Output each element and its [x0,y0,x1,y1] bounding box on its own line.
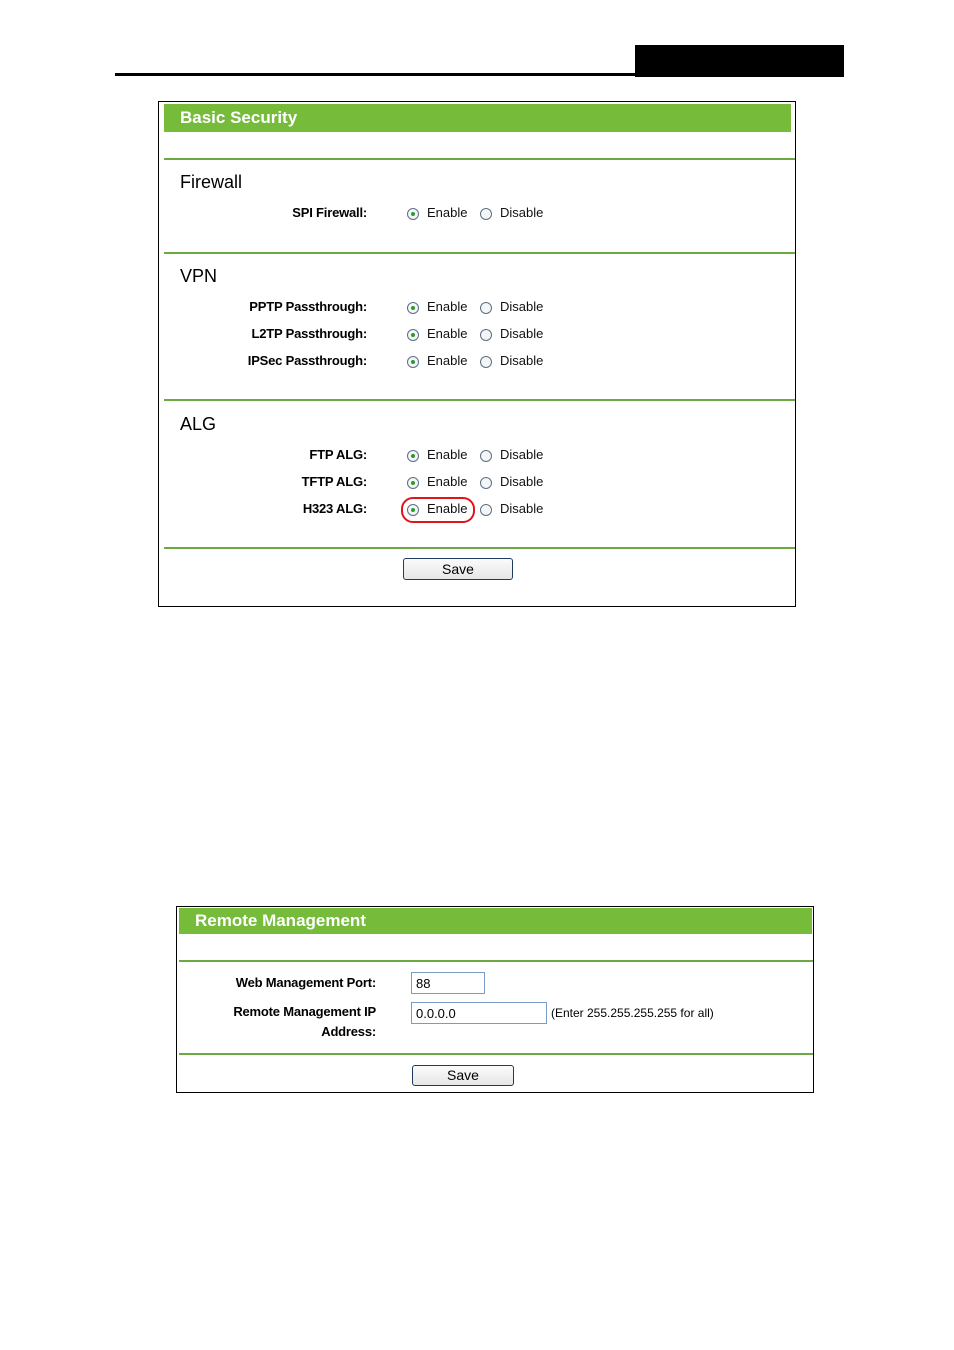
remote-management-ip-input[interactable] [411,1002,547,1024]
spi-firewall-disable-radio[interactable] [480,208,492,220]
h323-alg-disable-radio[interactable] [480,504,492,516]
header-black-block [635,45,844,77]
disable-option-label: Disable [500,501,544,516]
disable-option-label: Disable [500,299,544,314]
ftp-alg-disable-radio[interactable] [480,450,492,462]
save-button[interactable]: Save [403,558,513,580]
tftp-alg-disable-radio[interactable] [480,477,492,489]
enable-option-label: Enable [427,353,468,368]
tftp-alg-enable-radio[interactable] [407,477,419,489]
save-button[interactable]: Save [412,1065,514,1086]
l2tp-passthrough-label: L2TP Passthrough: [251,326,367,341]
row-spi-firewall [159,203,795,223]
enable-option-label: Enable [427,326,468,341]
row-h323-alg [159,499,795,519]
row-pptp-passthrough [159,297,795,317]
row-ipsec-passthrough [159,351,795,371]
pptp-enable-radio[interactable] [407,302,419,314]
remote-management-ip-label: Remote Management IP Address: [233,1004,376,1039]
ipsec-passthrough-label: IPSec Passthrough: [247,353,367,368]
divider [179,960,813,962]
divider [179,1053,813,1055]
h323-alg-label: H323 ALG: [302,501,367,516]
ipsec-enable-radio[interactable] [407,356,419,368]
divider [164,252,795,254]
h323-alg-enable-radio[interactable] [407,504,419,516]
row-ftp-alg [159,445,795,465]
enable-option-label: Enable [427,205,468,220]
spi-firewall-label: SPI Firewall: [292,205,367,220]
web-management-port-label: Web Management Port: [235,975,376,990]
pptp-passthrough-label: PPTP Passthrough: [249,299,367,314]
ipsec-disable-radio[interactable] [480,356,492,368]
l2tp-disable-radio[interactable] [480,329,492,341]
disable-option-label: Disable [500,205,544,220]
panel-title-remote-management: Remote Management [179,908,812,934]
pptp-disable-radio[interactable] [480,302,492,314]
divider [164,399,795,401]
l2tp-enable-radio[interactable] [407,329,419,341]
disable-option-label: Disable [500,474,544,489]
row-web-management-port [177,973,813,993]
ftp-alg-label: FTP ALG: [309,447,367,462]
tftp-alg-label: TFTP ALG: [301,474,367,489]
web-management-port-input[interactable] [411,972,485,994]
spi-firewall-enable-radio[interactable] [407,208,419,220]
section-title-alg: ALG [180,414,217,434]
section-title-vpn: VPN [180,266,218,286]
divider [164,547,795,549]
enable-option-label: Enable [427,501,468,516]
section-title-firewall: Firewall [180,172,243,192]
enable-option-label: Enable [427,299,468,314]
disable-option-label: Disable [500,353,544,368]
basic-security-panel [158,101,796,607]
ftp-alg-enable-radio[interactable] [407,450,419,462]
disable-option-label: Disable [500,326,544,341]
disable-option-label: Disable [500,447,544,462]
divider [164,158,795,160]
remote-management-panel [176,906,814,1093]
enable-option-label: Enable [427,447,468,462]
enable-option-label: Enable [427,474,468,489]
row-tftp-alg [159,472,795,492]
row-l2tp-passthrough [159,324,795,344]
panel-title-basic-security: Basic Security [164,104,791,132]
ip-hint: (Enter 255.255.255.255 for all) [551,1006,714,1020]
